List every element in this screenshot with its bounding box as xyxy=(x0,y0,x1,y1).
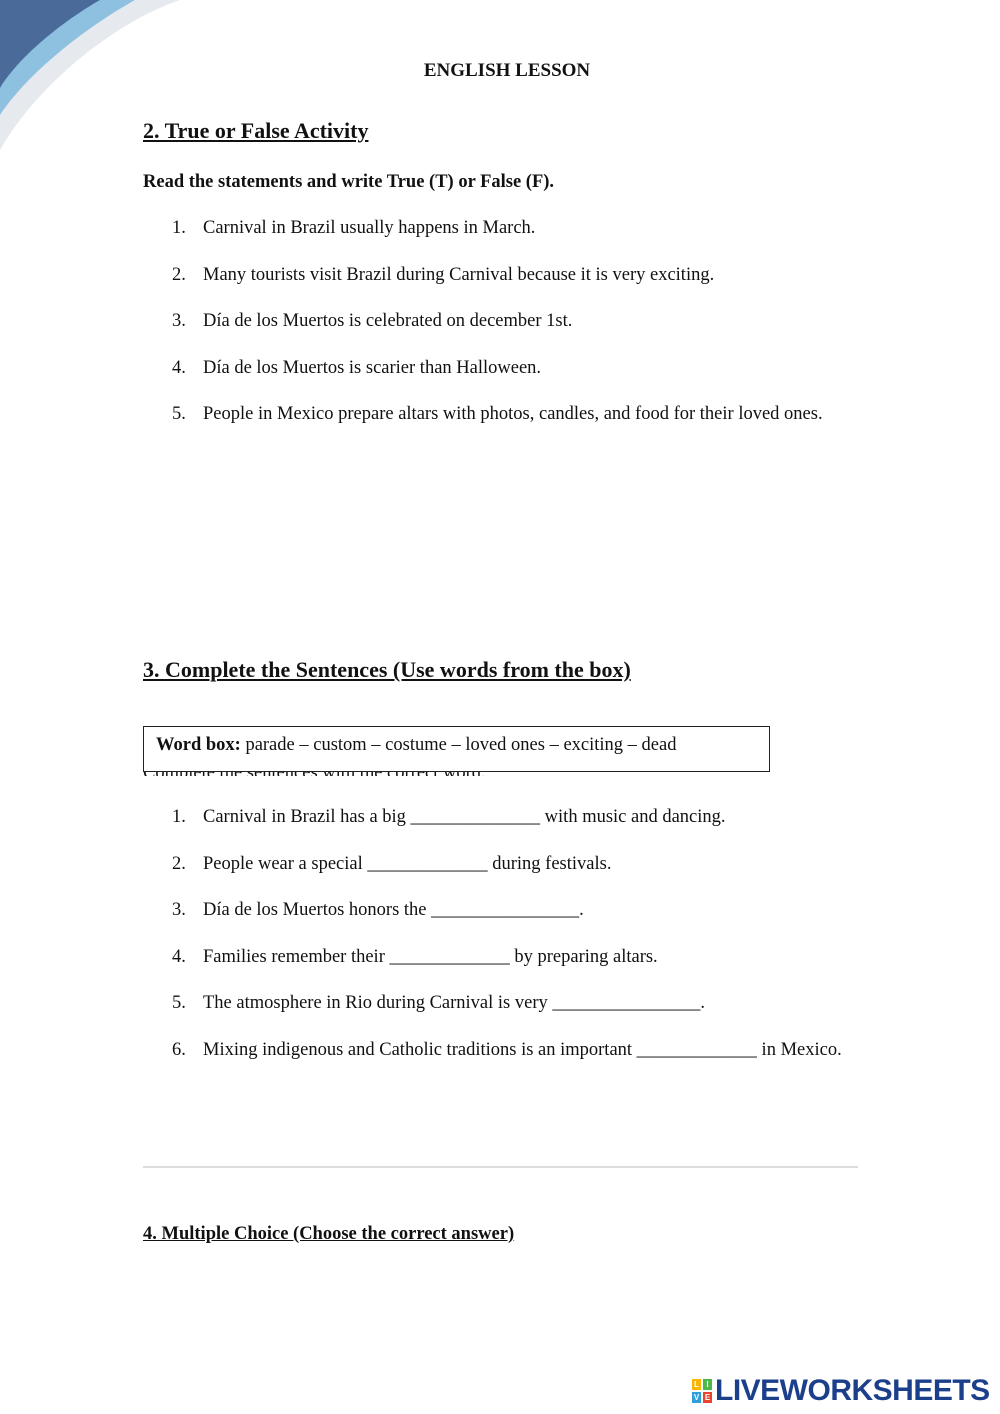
item-number: 1. xyxy=(172,218,186,238)
logo-letter: L xyxy=(692,1379,701,1390)
logo-letter: I xyxy=(703,1379,712,1390)
word-box xyxy=(143,726,770,772)
item-text: Mixing indigenous and Catholic traditions is an important _____________ in Mexico. xyxy=(203,1039,842,1060)
section-divider xyxy=(143,1166,858,1168)
item-number: 2. xyxy=(172,264,186,285)
liveworksheets-logo xyxy=(692,1371,990,1411)
logo-letter: E xyxy=(704,1393,711,1402)
section-heading-true-false: 2. True or False Activity xyxy=(143,118,369,143)
word-box-label: Word box: xyxy=(156,735,241,755)
list-item xyxy=(0,298,843,345)
list-item xyxy=(0,841,843,888)
list-item xyxy=(0,391,843,438)
item-text: Día de los Muertos is celebrated on december 1st. xyxy=(203,311,573,331)
item-text: The atmosphere in Rio during Carnival is very ________________. xyxy=(203,993,705,1013)
item-text: Many tourists visit Brazil during Carnival because it is very exciting. xyxy=(203,264,715,285)
section-heading-multiple-choice: 4. Multiple Choice (Choose the correct answer) xyxy=(143,1224,515,1244)
true-false-instruction: Read the statements and write True (T) or False (F). xyxy=(143,172,555,192)
list-item xyxy=(0,934,843,981)
item-number: 4. xyxy=(172,357,186,378)
list-item xyxy=(0,205,843,252)
item-number: 6. xyxy=(172,1039,186,1060)
item-number: 2. xyxy=(172,853,186,874)
item-text: Día de los Muertos is scarier than Halloween. xyxy=(203,357,542,378)
logo-letter: V xyxy=(693,1393,700,1402)
item-text: Día de los Muertos honors the ________________. xyxy=(203,900,584,920)
list-item xyxy=(0,1027,843,1074)
item-number: 3. xyxy=(172,900,186,920)
list-item xyxy=(0,887,843,934)
liveworksheets-wordmark: LIVEWORKSHEETS xyxy=(715,1374,990,1407)
item-number: 1. xyxy=(172,807,186,827)
item-number: 5. xyxy=(172,993,186,1013)
item-number: 4. xyxy=(172,946,186,967)
list-item xyxy=(0,345,843,392)
list-item xyxy=(0,980,843,1027)
item-number: 3. xyxy=(172,311,186,331)
true-false-list xyxy=(0,205,843,438)
complete-sentences-list xyxy=(0,794,843,1073)
document-title: ENGLISH LESSON xyxy=(423,60,591,81)
word-box-words: parade – custom – costume – loved ones – exciting – dead xyxy=(245,735,677,755)
item-text: People in Mexico prepare altars with photos, candles, and food for their loved ones. xyxy=(203,404,823,424)
liveworksheets-icon xyxy=(692,1379,712,1403)
item-number: 5. xyxy=(172,404,186,424)
list-item xyxy=(0,252,843,299)
section-heading-complete-sentences: 3. Complete the Sentences (Use words from the box) xyxy=(143,657,631,682)
item-text: Carnival in Brazil usually happens in March. xyxy=(203,218,536,238)
item-text: Families remember their _____________ by preparing altars. xyxy=(203,946,658,967)
item-text: People wear a special _____________ during festivals. xyxy=(203,853,612,874)
item-text: Carnival in Brazil has a big ______________ with music and dancing. xyxy=(203,807,726,827)
list-item xyxy=(0,794,843,841)
